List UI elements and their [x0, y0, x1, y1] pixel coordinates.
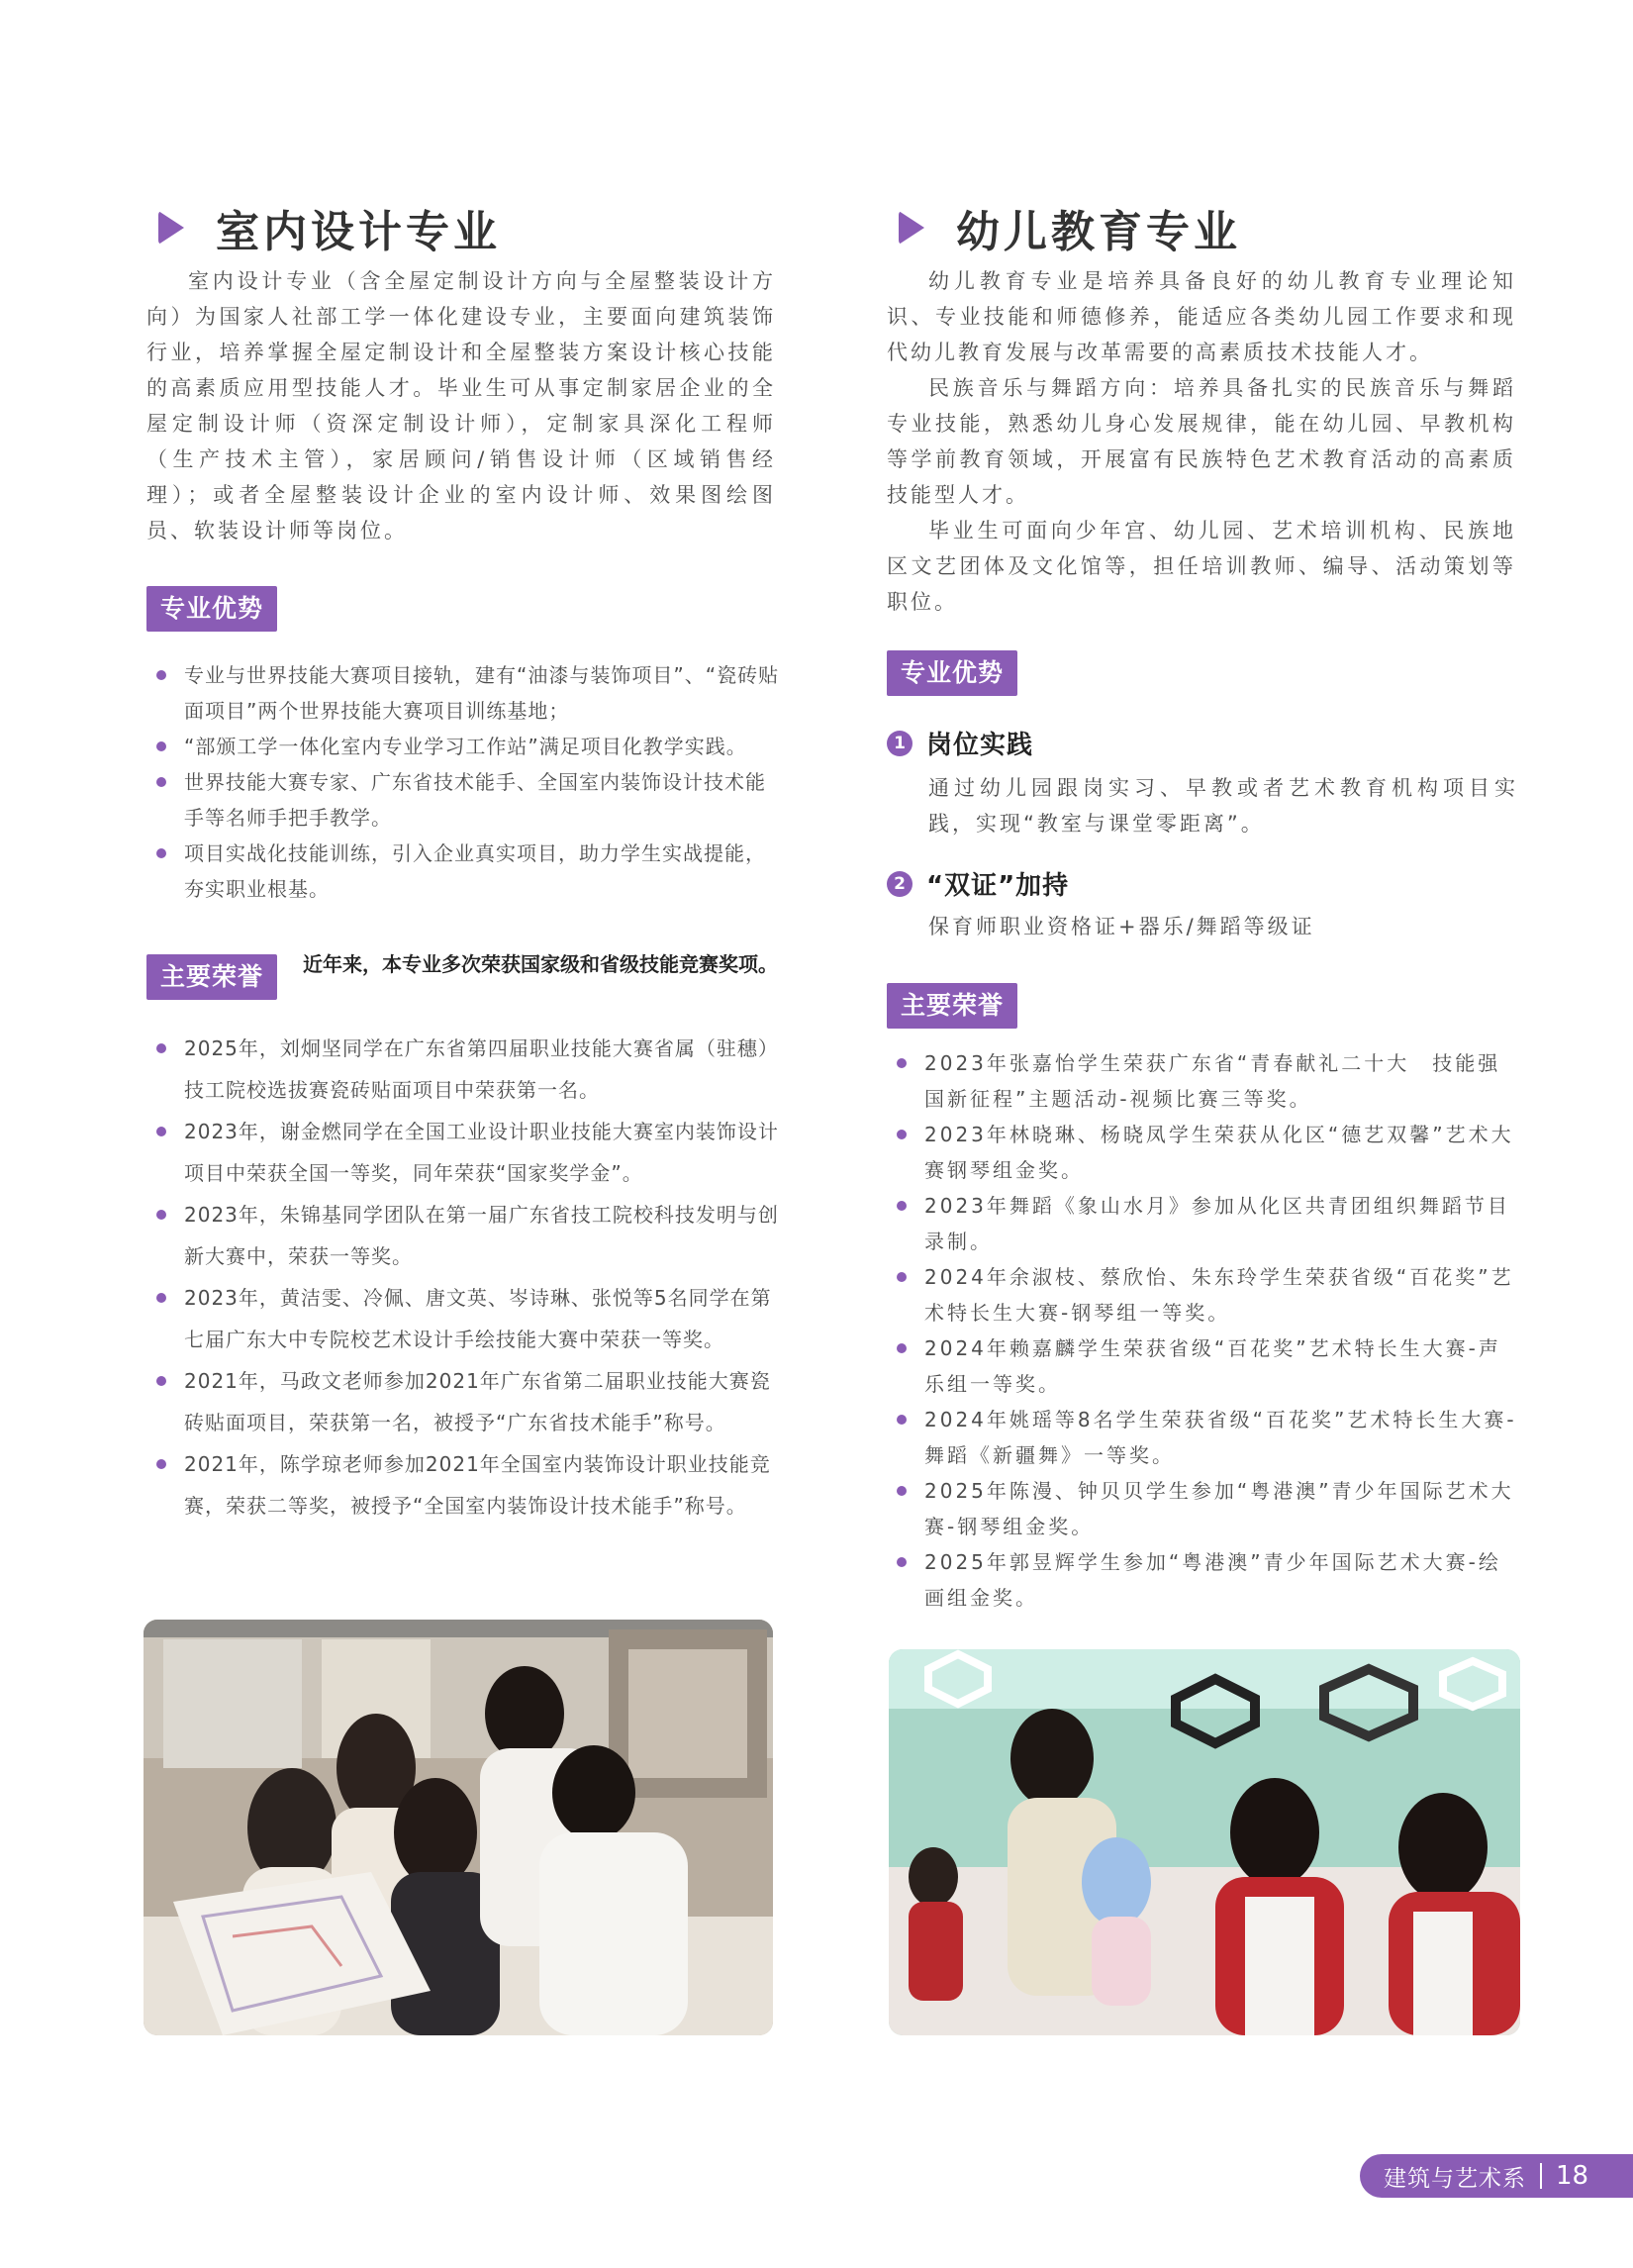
left-section-title	[158, 196, 501, 259]
department-name: 建筑与艺术系	[1384, 2165, 1526, 2192]
right-section-title	[899, 196, 1241, 259]
list-item: “部颁工学一体化室内专业学习工作站”满足项目化教学实践。	[146, 729, 780, 764]
right-intro-2: 民族音乐与舞蹈方向：培养具备扎实的民族音乐与舞蹈专业技能，熟悉幼儿身心发展规律，能在幼儿园、早教机构等学前教育领域，开展富有民族特色艺术教育活动的高素质技能型人才。	[887, 376, 1516, 507]
list-item: 2024年赖嘉麟学生荣获省级“百花奖”艺术特长生大赛-声乐组一等奖。	[887, 1331, 1520, 1402]
list-item: 2025年，刘炯坚同学在广东省第四届职业技能大赛省属（驻穗）技工院校选拔赛瓷砖贴面项目中荣获第一名。	[146, 1028, 780, 1111]
right-honor-tag: 主要荣誉	[887, 983, 1017, 1029]
bullet-dot-icon	[156, 1210, 166, 1220]
list-item: 2023年，朱锦基同学团队在第一届广东省技工院校科技发明与创新大赛中，荣获一等奖。	[146, 1194, 780, 1277]
list-item: 2021年，陈学琼老师参加2021年全国室内装饰设计职业技能竞赛，荣获二等奖，被授予“全国室内装饰设计技术能手”称号。	[146, 1443, 780, 1527]
bullet-dot-icon	[897, 1201, 907, 1211]
point-1-heading	[887, 725, 1033, 761]
play-triangle-icon	[899, 211, 924, 245]
bullet-dot-icon	[156, 1376, 166, 1386]
list-item: 专业与世界技能大赛项目接轨，建有“油漆与装饰项目”、“瓷砖贴面项目”两个世界技能大赛项目训练基地；	[146, 657, 780, 729]
point-1-text: 通过幼儿园跟岗实习、早教或者艺术教育机构项目实践，实现“教室与课堂零距离”。	[928, 776, 1518, 836]
list-item: 2024年姚瑶等8名学生荣获省级“百花奖”艺术特长生大赛-舞蹈《新疆舞》一等奖。	[887, 1402, 1520, 1473]
right-honor-list	[887, 1045, 1520, 1616]
number-badge-icon: 2	[887, 871, 913, 897]
bullet-dot-icon	[897, 1557, 907, 1567]
list-item: 2023年张嘉怡学生荣获广东省“青春献礼二十大 技能强国新征程”主题活动-视频比赛三等奖。	[887, 1045, 1520, 1117]
right-title: 幼儿教育专业	[956, 207, 1241, 257]
page-footer	[1360, 2154, 1633, 2198]
bullet-dot-icon	[897, 1272, 907, 1282]
page-number: 18	[1556, 2161, 1589, 2191]
right-advantage-tag: 专业优势	[887, 650, 1017, 696]
bullet-dot-icon	[897, 1415, 907, 1425]
bullet-dot-icon	[156, 1127, 166, 1136]
left-title: 室内设计专业	[216, 207, 501, 257]
list-item: 2023年，黄洁雯、冷佩、唐文英、岑诗琳、张悦等5名同学在第七届广东大中专院校艺术设计手绘技能大赛中荣获一等奖。	[146, 1277, 780, 1360]
bullet-dot-icon	[897, 1058, 907, 1068]
point-2-heading	[887, 865, 1069, 902]
list-item: 项目实战化技能训练，引入企业真实项目，助力学生实战提能，夯实职业根基。	[146, 836, 780, 907]
list-item: 世界技能大赛专家、广东省技术能手、全国室内装饰设计技术能手等名师手把手教学。	[146, 764, 780, 836]
bullet-dot-icon	[156, 741, 166, 751]
number-badge-icon: 1	[887, 731, 913, 756]
bullet-dot-icon	[156, 1459, 166, 1469]
bullet-dot-icon	[156, 777, 166, 787]
right-intro-1: 幼儿教育专业是培养具备良好的幼儿教育专业理论知识、专业技能和师德修养，能适应各类幼儿园工作要求和现代幼儿教育发展与改革需要的高素质技术技能人才。	[887, 269, 1516, 364]
list-item: 2025年郭昱辉学生参加“粤港澳”青少年国际艺术大赛-绘画组金奖。	[887, 1544, 1520, 1616]
design-students-photo	[144, 1620, 773, 2035]
left-honor-list	[146, 1028, 780, 1527]
list-item: 2023年，谢金燃同学在全国工业设计职业技能大赛室内装饰设计项目中荣获全国一等奖，同年荣获“国家奖学金”。	[146, 1111, 780, 1194]
right-intro-3: 毕业生可面向少年宫、幼儿园、艺术培训机构、民族地区文艺团体及文化馆等，担任培训教师、编导、活动策划等职位。	[887, 519, 1516, 614]
education-students-photo	[889, 1649, 1520, 2035]
play-triangle-icon	[158, 211, 184, 245]
list-item: 2024年余淑枝、蔡欣怡、朱东玲学生荣获省级“百花奖”艺术特长生大赛-钢琴组一等奖。	[887, 1259, 1520, 1331]
point-title: “双证”加持	[926, 871, 1070, 901]
education-students-illustration	[889, 1649, 1520, 2035]
design-students-illustration	[144, 1620, 773, 2035]
list-item: 2025年陈漫、钟贝贝学生参加“粤港澳”青少年国际艺术大赛-钢琴组金奖。	[887, 1473, 1520, 1544]
bullet-dot-icon	[156, 848, 166, 858]
bullet-dot-icon	[156, 1293, 166, 1303]
list-item: 2023年舞蹈《象山水月》参加从化区共青团组织舞蹈节目录制。	[887, 1188, 1520, 1259]
bullet-dot-icon	[156, 670, 166, 680]
left-honor-tag: 主要荣誉	[146, 954, 277, 1000]
bullet-dot-icon	[897, 1343, 907, 1353]
footer-divider	[1540, 2163, 1542, 2189]
bullet-dot-icon	[897, 1130, 907, 1139]
left-advantage-list	[146, 657, 780, 907]
bullet-dot-icon	[156, 1043, 166, 1053]
left-intro: 室内设计专业（含全屋定制设计方向与全屋整装设计方向）为国家人社部工学一体化建设专业，主要面向建筑装饰行业，培养掌握全屋定制设计和全屋整装方案设计核心技能的高素质应用型技能人才。毕业生可从事定制家居企业的全屋定制设计师（资深定制设计师），定制家具深化工程师（生产技术主管），家居顾问/销售设计师（区域销售经理）；或者全屋整装设计企业的室内设计师、效果图绘图员、软装设计师等岗位。	[146, 269, 776, 542]
list-item: 2021年，马政文老师参加2021年广东省第二届职业技能大赛瓷砖贴面项目，荣获第一名，被授予“广东省技术能手”称号。	[146, 1360, 780, 1443]
left-honor-note: 近年来，本专业多次荣获国家级和省级技能竞赛奖项。	[303, 952, 778, 976]
left-advantage-tag: 专业优势	[146, 586, 277, 632]
bullet-dot-icon	[897, 1486, 907, 1496]
point-title: 岗位实践	[926, 731, 1034, 760]
point-2-text: 保育师职业资格证+器乐/舞蹈等级证	[928, 915, 1315, 938]
list-item: 2023年林晓琳、杨晓凤学生荣获从化区“德艺双馨”艺术大赛钢琴组金奖。	[887, 1117, 1520, 1188]
